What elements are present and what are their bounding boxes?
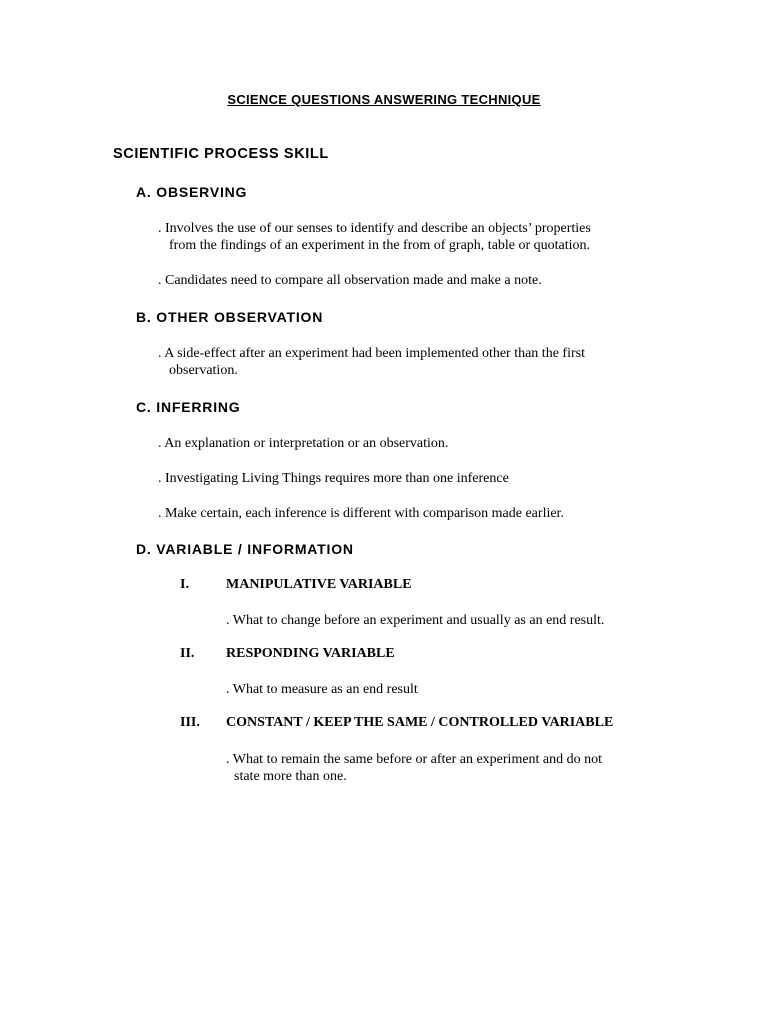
variable-numeral-3: III. (180, 715, 200, 730)
responding-variable-title: RESPONDING VARIABLE (226, 646, 395, 661)
other-observation-point-line-2: observation. (169, 363, 238, 378)
inferring-point-3: . Make certain, each inference is different with comparison made earlier. (158, 506, 564, 521)
manipulative-variable-text: . What to change before an experiment and usually as an end result. (226, 613, 605, 628)
observing-point-1-line-2: from the findings of an experiment in the from of graph, table or quotation. (169, 238, 591, 253)
heading-other-observation: B. OTHER OBSERVATION (136, 309, 324, 325)
heading-observing: A. OBSERVING (136, 184, 248, 200)
heading-variable-information: D. VARIABLE / INFORMATION (136, 541, 354, 557)
constant-variable-text-line-2: state more than one. (234, 769, 347, 784)
responding-variable-text: . What to measure as an end result (226, 682, 418, 697)
other-observation-point-line-1: . A side-effect after an experiment had been implemented other than the first (158, 346, 585, 361)
document-title: SCIENCE QUESTIONS ANSWERING TECHNIQUE (227, 92, 541, 107)
constant-variable-text-line-1: . What to remain the same before or after an experiment and do not (226, 752, 603, 767)
section-heading: SCIENTIFIC PROCESS SKILL (113, 146, 329, 162)
inferring-point-1: . An explanation or interpretation or an observation. (158, 436, 449, 451)
variable-numeral-2: II. (180, 646, 195, 661)
observing-point-1-line-1: . Involves the use of our senses to identify and describe an objects’ properties (158, 221, 591, 236)
inferring-point-2: . Investigating Living Things requires more than one inference (158, 471, 509, 486)
heading-inferring: C. INFERRING (136, 399, 241, 415)
manipulative-variable-title: MANIPULATIVE VARIABLE (226, 577, 412, 592)
variable-numeral-1: I. (180, 577, 189, 592)
constant-variable-title: CONSTANT / KEEP THE SAME / CONTROLLED VARIABLE (226, 715, 614, 730)
observing-point-2: . Candidates need to compare all observation made and make a note. (158, 273, 542, 288)
